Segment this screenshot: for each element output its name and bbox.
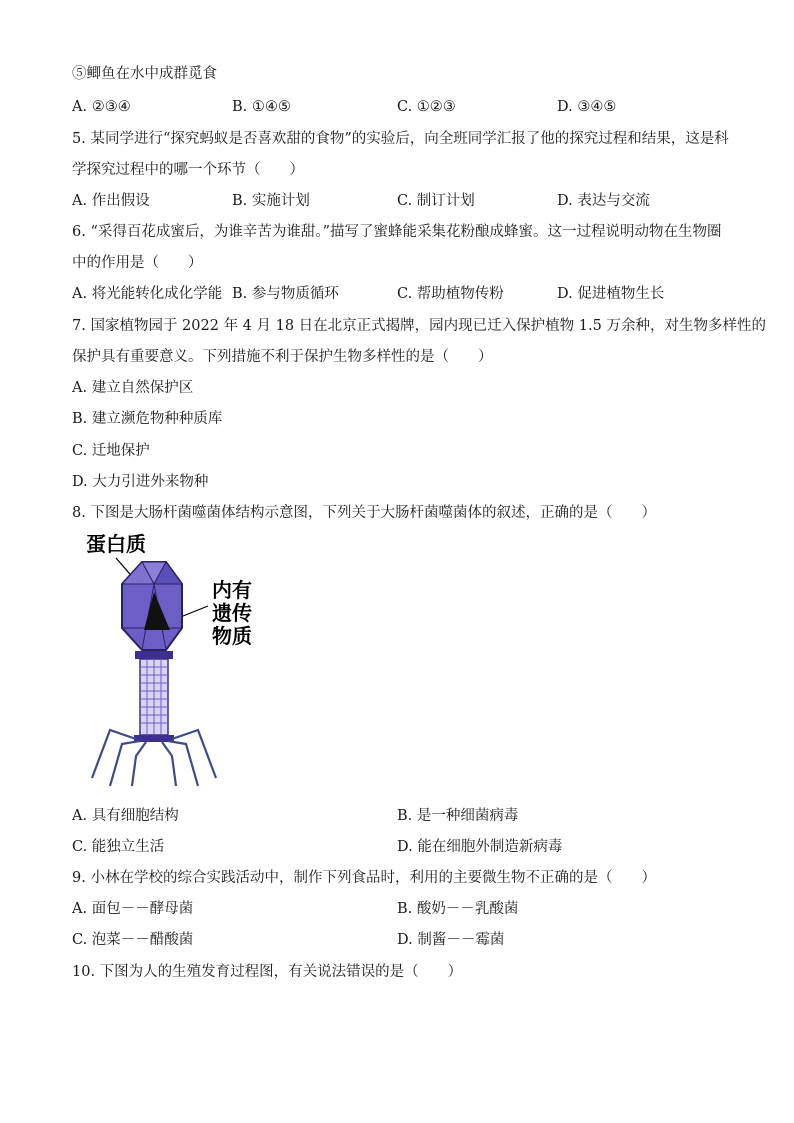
q7-option-a[interactable]: A. 建立自然保护区 xyxy=(72,380,194,396)
q10-stem: 10. 下图为人的生殖发育过程图，有关说法错误的是（ ） xyxy=(72,964,463,980)
collar xyxy=(135,651,173,659)
q7-option-d[interactable]: D. 大力引进外来物种 xyxy=(72,474,209,490)
q9-option-a[interactable]: A. 面包－－酵母菌 xyxy=(72,901,194,917)
q6-option-a[interactable]: A. 将光能转化成化学能 xyxy=(72,286,223,302)
q7-option-b[interactable]: B. 建立濒危物种种质库 xyxy=(72,411,223,427)
q8-stem: 8. 下图是大肠杆菌噬菌体结构示意图，下列关于大肠杆菌噬菌体的叙述，正确的是（ ） xyxy=(72,505,656,521)
q8-option-c[interactable]: C. 能独立生活 xyxy=(72,839,165,855)
q6-option-d[interactable]: D. 促进植物生长 xyxy=(557,286,665,302)
q5-stem-line-2: 学探究过程中的哪一个环节（ ） xyxy=(72,162,304,178)
q4-option-c[interactable]: C. ①②③ xyxy=(397,99,456,115)
q9-option-d[interactable]: D. 制酱－－霉菌 xyxy=(397,932,505,948)
label-genetic-line-3: 物质 xyxy=(212,624,252,648)
q9-stem: 9. 小林在学校的综合实践活动中，制作下列食品时，利用的主要微生物不正确的是（ ） xyxy=(72,870,656,886)
q8-option-d[interactable]: D. 能在细胞外制造新病毒 xyxy=(397,839,563,855)
label-genetic-line-1: 内有 xyxy=(212,578,252,602)
label-protein: 蛋白质 xyxy=(86,532,146,556)
q7-stem-line-2: 保护具有重要意义。下列措施不利于保护生物多样性的是（ ） xyxy=(72,349,493,365)
q6-stem-line-2: 中的作用是（ ） xyxy=(72,255,203,271)
q5-option-a[interactable]: A. 作出假设 xyxy=(72,193,150,209)
q8-option-b[interactable]: B. 是一种细菌病毒 xyxy=(397,808,519,824)
q5-option-b[interactable]: B. 实施计划 xyxy=(232,193,310,209)
q4-item-5: ⑤鲫鱼在水中成群觅食 xyxy=(72,66,217,82)
q8-option-a[interactable]: A. 具有细胞结构 xyxy=(72,808,179,824)
q4-option-b[interactable]: B. ①④⑤ xyxy=(232,99,291,115)
tail-sheath xyxy=(140,659,168,735)
bacteriophage-figure xyxy=(80,530,280,795)
q6-option-c[interactable]: C. 帮助植物传粉 xyxy=(397,286,504,302)
q6-stem-line-1: 6. “采得百花成蜜后，为谁辛苦为谁甜。”描写了蜜蜂能采集花粉酿成蜂蜜。这一过程说明动物在生物圈 xyxy=(72,224,722,240)
q4-option-d[interactable]: D. ③④⑤ xyxy=(557,99,617,115)
q7-stem-line-1: 7. 国家植物园于 2022 年 4 月 18 日在北京正式揭牌，园内现已迁入保护植物 1.5 万余种，对生物多样性的 xyxy=(72,318,766,334)
q6-option-b[interactable]: B. 参与物质循环 xyxy=(232,286,339,302)
q9-option-c[interactable]: C. 泡菜－－醋酸菌 xyxy=(72,932,194,948)
capsid-head xyxy=(122,562,182,650)
q5-stem-line-1: 5. 某同学进行“探究蚂蚁是否喜欢甜的食物”的实验后，向全班同学汇报了他的探究过程和结果，这是科 xyxy=(72,131,729,147)
q4-option-a[interactable]: A. ②③④ xyxy=(72,99,131,115)
label-genetic-line-2: 遗传 xyxy=(212,601,252,625)
q5-option-c[interactable]: C. 制订计划 xyxy=(397,193,475,209)
base-plate xyxy=(134,735,174,742)
q5-option-d[interactable]: D. 表达与交流 xyxy=(557,193,650,209)
phage-drawing xyxy=(80,530,280,795)
q9-option-b[interactable]: B. 酸奶－－乳酸菌 xyxy=(397,901,519,917)
q7-option-c[interactable]: C. 迁地保护 xyxy=(72,443,150,459)
